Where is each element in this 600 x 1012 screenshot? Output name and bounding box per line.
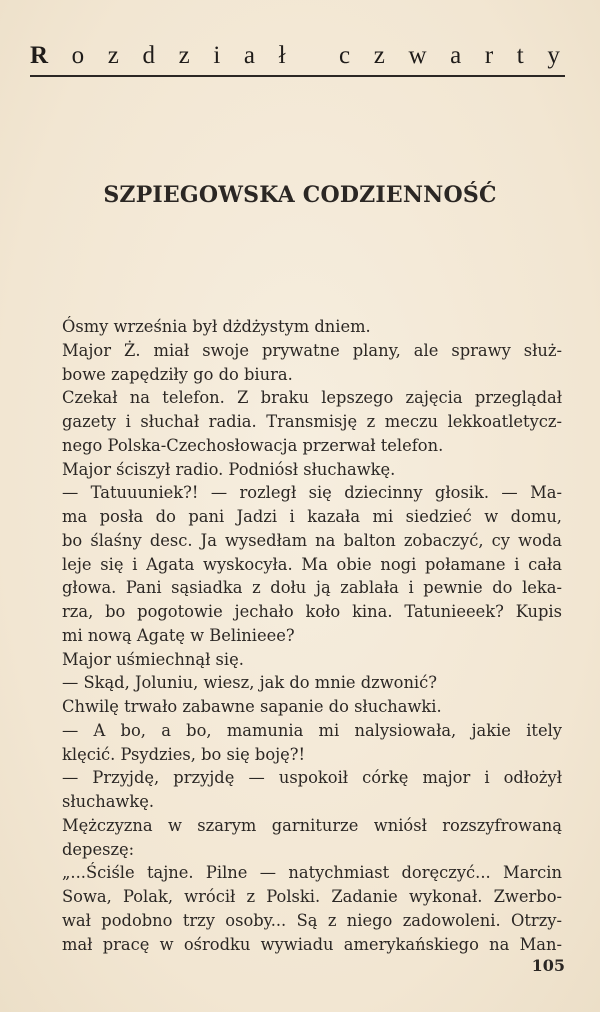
running-head (30, 42, 560, 70)
running-head-letter: d (142, 42, 155, 69)
text-line: depeszę: (62, 839, 135, 859)
text-line: Major uśmiechnął się. (62, 649, 244, 669)
text-line: — A bo, a bo, mamunia mi nalysiowała, jakie itely (62, 720, 562, 740)
text-line: Mężczyzna w szarym garniturze wniósł rozszyfrowaną (62, 815, 562, 835)
text-line: wał podobno trzy osoby... Są z niego zadowoleni. Otrzy- (62, 910, 562, 930)
running-head-letter: a (450, 42, 462, 69)
running-head-letter: z (178, 42, 190, 69)
running-head-letter: y (547, 42, 560, 69)
running-head-letter: t (516, 42, 524, 69)
running-head-letter: c (339, 42, 351, 69)
running-head-letter: z (373, 42, 385, 69)
running-head-letter: ł (278, 42, 286, 69)
running-head-letter: a (243, 42, 255, 69)
text-line: słuchawkę. (62, 792, 155, 811)
text-line: bo ślaśny desc. Ja wysedłam na balton zobaczyć, cy woda (62, 530, 562, 550)
text-line: Major ściszył radio. Podniósł słuchawkę. (62, 459, 396, 479)
text-line: rza, bo pogotowie jechało koło kina. Tatunieeek? Kupis (62, 602, 562, 621)
text-line: mi nową Agatę w Belinieee? (62, 625, 295, 645)
body-text (62, 315, 562, 956)
running-head-space (309, 42, 315, 70)
text-line: ma posła do pani Jadzi i kazała mi siedzieć w domu, (62, 507, 562, 526)
running-head-letter: r (484, 42, 494, 69)
text-line: Sowa, Polak, wrócił z Polski. Zadanie wykonał. Zwerbo- (62, 887, 562, 906)
text-line: Chwilę trwało zabawne sapanie do słuchawki. (62, 697, 442, 716)
text-line: gazety i słuchał radia. Transmisję z meczu lekkoatletycz- (62, 412, 562, 431)
text-line: leje się i Agata wyskocyła. Ma obie nogi połamane i cała (62, 554, 562, 574)
text-line: mał pracę w ośrodku wywiadu amerykańskiego na Man- (62, 934, 562, 954)
text-line: — Tatuuuniek?! — rozległ się dziecinny głosik. — Ma- (62, 483, 562, 503)
page-number: 105 (531, 956, 565, 975)
chapter-title: SZPIEGOWSKA CODZIENNOŚĆ (103, 182, 497, 208)
text-line: Ósmy września był dżdżystym dniem. (62, 317, 371, 336)
text-line: — Skąd, Joluniu, wiesz, jak do mnie dzwonić? (62, 673, 437, 693)
text-line: bowe zapędziły go do biura. (62, 364, 293, 384)
text-line: „...Ściśle tajne. Pilne — natychmiast doręczyć... Marcin (62, 863, 562, 883)
text-line: głowa. Pani sąsiadka z dołu ją zablała i pewnie do leka- (62, 578, 562, 598)
text-line: nego Polska-Czechosłowacja przerwał telefon. (62, 435, 444, 455)
running-head-letter: R (30, 42, 49, 69)
text-line: klęcić. Psydzies, bo się boję?! (62, 744, 306, 764)
text-line: Czekał na telefon. Z braku lepszego zajęcia przeglądał (62, 388, 562, 408)
running-head-letter: z (107, 42, 119, 69)
running-head-letter: w (408, 42, 427, 69)
running-head-letter: i (213, 42, 221, 69)
header-rule (30, 75, 565, 77)
text-line: Major Ż. miał swoje prywatne plany, ale sprawy służ- (62, 340, 562, 360)
text-line: — Przyjdę, przyjdę — uspokoił córkę major i odłożył (62, 768, 562, 788)
running-head-letter: o (71, 42, 85, 69)
